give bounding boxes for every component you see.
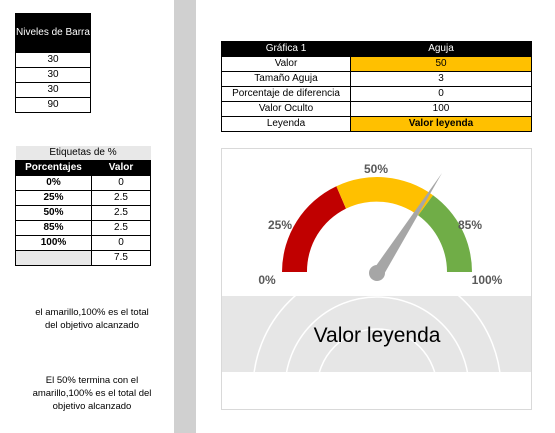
setting-label[interactable]: Leyenda bbox=[222, 117, 351, 132]
setting-value[interactable]: 0 bbox=[351, 87, 532, 102]
note-line: El 50% termina con el bbox=[45, 375, 139, 386]
levels-cell[interactable]: 30 bbox=[16, 68, 91, 83]
setting-value-valor[interactable]: 50 bbox=[351, 57, 532, 72]
setting-label[interactable]: Tamaño Aguja bbox=[222, 72, 351, 87]
gauge-label-85: 85% bbox=[457, 218, 483, 232]
note-yellow-total bbox=[12, 306, 172, 332]
percent-labels-caption[interactable]: Etiquetas de % bbox=[16, 146, 151, 161]
percent-cell[interactable]: 0% bbox=[16, 176, 92, 191]
note-line: del objetivo alcanzado bbox=[44, 320, 139, 331]
value-cell[interactable]: 2.5 bbox=[92, 221, 151, 236]
percent-cell[interactable]: 25% bbox=[16, 191, 92, 206]
setting-value[interactable]: 3 bbox=[351, 72, 532, 87]
gauge-svg bbox=[222, 149, 531, 409]
setting-value[interactable]: 100 bbox=[351, 102, 532, 117]
col-header-value[interactable]: Valor bbox=[92, 161, 151, 176]
value-cell[interactable]: 0 bbox=[92, 176, 151, 191]
value-cell[interactable]: 2.5 bbox=[92, 206, 151, 221]
gauge-arc-green bbox=[418, 195, 472, 272]
levels-header[interactable]: Niveles de Barra bbox=[16, 14, 91, 53]
col-header-percent[interactable]: Porcentajes bbox=[16, 161, 92, 176]
percent-cell[interactable]: 85% bbox=[16, 221, 92, 236]
note-line: objetivo alcanzado bbox=[52, 401, 132, 412]
value-cell[interactable]: 2.5 bbox=[92, 191, 151, 206]
settings-header-needle[interactable]: Aguja bbox=[351, 42, 532, 57]
note-fifty-percent bbox=[12, 374, 172, 413]
levels-cell[interactable]: 30 bbox=[16, 83, 91, 98]
column-separator bbox=[174, 0, 196, 433]
gauge-legend-text: Valor leyenda bbox=[313, 324, 441, 347]
value-cell[interactable]: 0 bbox=[92, 236, 151, 251]
note-line: el amarillo,100% es el total bbox=[35, 307, 149, 318]
gauge-label-25: 25% bbox=[267, 218, 293, 232]
value-cell[interactable]: 7.5 bbox=[92, 251, 151, 266]
gauge-label-50: 50% bbox=[363, 162, 389, 176]
levels-cell[interactable]: 90 bbox=[16, 98, 91, 113]
gauge-chart[interactable] bbox=[221, 148, 532, 410]
percent-cell[interactable]: 100% bbox=[16, 236, 92, 251]
setting-label[interactable]: Valor bbox=[222, 57, 351, 72]
percent-labels-table bbox=[15, 146, 151, 266]
settings-header-chart[interactable]: Gráfica 1 bbox=[222, 42, 351, 57]
levels-table bbox=[15, 13, 91, 113]
setting-value-leyenda[interactable]: Valor leyenda bbox=[351, 117, 532, 132]
note-line: amarillo,100% es el total del bbox=[32, 388, 152, 399]
gauge-label-100: 100% bbox=[471, 273, 503, 287]
setting-label[interactable]: Valor Oculto bbox=[222, 102, 351, 117]
gauge-settings-table bbox=[221, 41, 532, 132]
percent-cell[interactable] bbox=[16, 251, 92, 266]
gauge-label-0: 0% bbox=[258, 273, 276, 287]
levels-cell[interactable]: 30 bbox=[16, 53, 91, 68]
setting-label[interactable]: Porcentaje de diferencia bbox=[222, 87, 351, 102]
needle-hub bbox=[369, 265, 385, 281]
percent-cell[interactable]: 50% bbox=[16, 206, 92, 221]
